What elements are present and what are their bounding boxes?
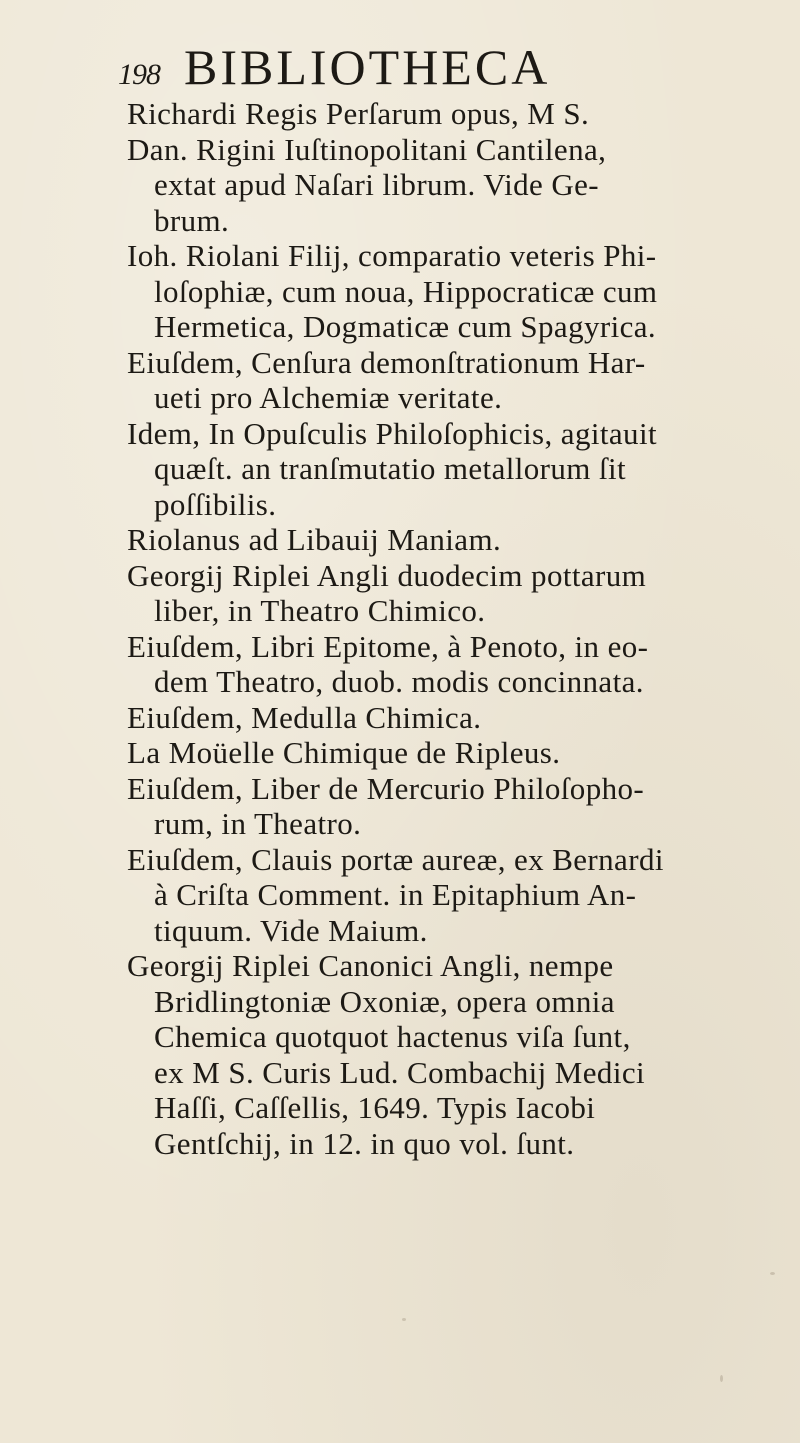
ink-speck xyxy=(402,1318,406,1321)
entry-first-line: Idem, In Opuſculis Philoſophicis, agitauit xyxy=(127,415,657,451)
entry-continuation-line: loſophiæ, cum noua, Hippocraticæ cum xyxy=(154,273,658,309)
entry-continuation-line: quæſt. an tranſmutatio metallorum ſit xyxy=(154,451,626,486)
entry-first-line: Georgij Riplei Angli duodecim pottarum xyxy=(127,557,647,593)
entry-continuation-line: poſſibilis. xyxy=(154,486,277,522)
bibliography-entries xyxy=(127,96,772,1161)
entry-continuation-line: ex M S. Curis Lud. Combachij Medici xyxy=(154,1054,646,1090)
entry-continuation-line: dem Theatro, duob. modis concinnata. xyxy=(154,664,644,699)
entry-continuation-line: à Criſta Comment. in Epitaphium An- xyxy=(154,877,637,912)
ink-speck xyxy=(720,1375,723,1382)
entry-continuation-line: Hermetica, Dogmaticæ cum Spagyrica. xyxy=(154,309,657,344)
entry-continuation-line: Bridlingtoniæ Oxoniæ, opera omnia xyxy=(154,983,615,1019)
entry-continuation-line: liber, in Theatro Chimico. xyxy=(154,593,486,628)
entry-first-line: Eiuſdem, Clauis portæ aureæ, ex Bernardi xyxy=(127,841,664,877)
page-number: 198 xyxy=(118,58,160,91)
entry-continuation-line: rum, in Theatro. xyxy=(154,806,362,841)
entry-first-line: Riolanus ad Libauij Maniam. xyxy=(127,522,502,557)
ink-speck xyxy=(770,1272,775,1275)
entry-first-line: Dan. Rigini Iuſtinopolitani Cantilena, xyxy=(127,131,607,167)
entry-continuation-line: ueti pro Alchemiæ veritate. xyxy=(154,380,503,415)
entry-continuation-line: Haſſi, Caſſellis, 1649. Typis Iacobi xyxy=(154,1090,596,1125)
entry-continuation-line: tiquum. Vide Maium. xyxy=(154,912,428,948)
entry-first-line: Eiuſdem, Medulla Chimica. xyxy=(127,699,482,735)
entry-continuation-line: Chemica quotquot hactenus viſa ſunt, xyxy=(154,1019,631,1054)
entry-first-line: Richardi Regis Perſarum opus, M S. xyxy=(127,96,590,131)
entry-continuation-line: Gentſchij, in 12. in quo vol. ſunt. xyxy=(154,1125,575,1161)
entry-first-line: Eiuſdem, Liber de Mercurio Philoſopho- xyxy=(127,770,645,806)
entry-first-line: Eiuſdem, Libri Epitome, à Penoto, in eo- xyxy=(127,628,649,664)
page-header xyxy=(118,38,550,98)
entry-first-line: Georgij Riplei Canonici Angli, nempe xyxy=(127,948,614,983)
entry-continuation-line: extat apud Naſari librum. Vide Ge- xyxy=(154,167,600,202)
running-title: BIBLIOTHECA xyxy=(184,39,551,95)
entry-first-line: Ioh. Riolani Filij, comparatio veteris Phi- xyxy=(127,238,657,273)
entry-first-line: Eiuſdem, Cenſura demonſtrationum Har- xyxy=(127,344,646,380)
entry-continuation-line: brum. xyxy=(154,202,230,238)
entry-first-line: La Moüelle Chimique de Ripleus. xyxy=(127,735,561,770)
